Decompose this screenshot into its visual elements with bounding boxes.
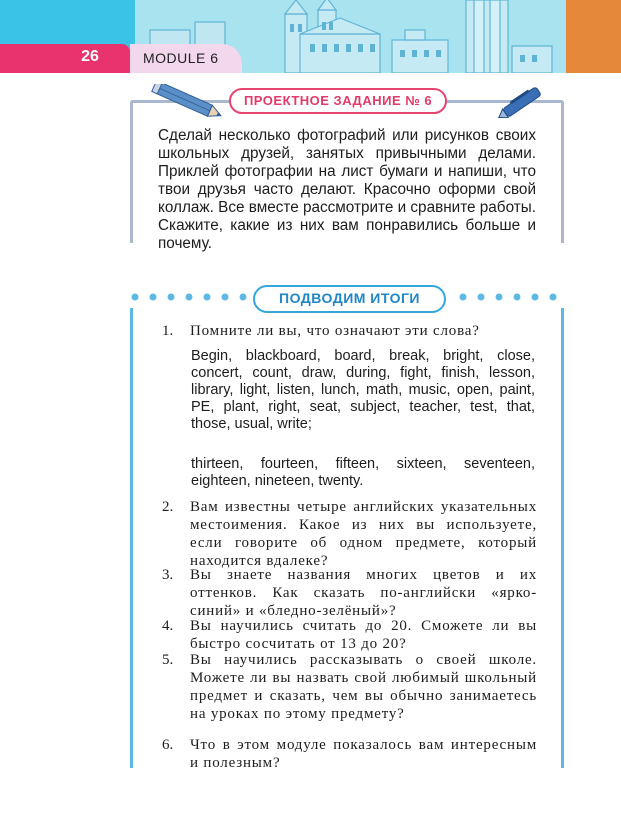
dotted-line-left [130,292,250,302]
pencil-icon [148,84,228,118]
project-task-title: ПРОЕКТНОЕ ЗАДАНИЕ № 6 [243,93,433,108]
project-task-paragraph: Сделай несколько фотографий или рисунков своих школьных друзей, занятых привычными делами. Приклей фотографии на лист бумаги и напиши, что твои друзья часто делают. Красочно оформи свой коллаж. Все вместе рассмотрите и сравните работы. Скажите, какие из них вам понравились больше и почему. [158,127,536,252]
number-words-list: thirteen, fourteen, fifteen, sixteen, seventeen, eighteen, nineteen, twenty. [191,456,535,489]
question-text: Что в этом модуле показалось вам интересным и полезным? [190,737,537,771]
page-number: 26 [81,48,99,65]
question-number: 5. [162,652,174,668]
question-text: Вам известны четыре английских указательных местоимения. Какое из них вы используете, если говорите об одном предмете, который находится вдалеке? [190,499,537,569]
pen-icon [492,82,552,122]
module-label: MODULE 6 [143,50,219,66]
vocabulary-list: Begin, blackboard, board, break, bright, close, concert, count, draw, during, fight, finish, lesson, library, light, listen, lunch, math, music, open, paint, PE, plant, right, seat, subject, teacher, test, that, those, usual, write; [191,348,535,432]
question-text: Вы научились считать до 20. Сможете ли вы быстро сосчитать от 13 до 20? [190,618,537,652]
summary-title: ПОДВОДИМ ИТОГИ [279,290,420,306]
project-task-title-pill [229,88,447,114]
question-text: Вы знаете названия многих цветов и их оттенков. Как сказать по-английски «ярко-синий» и «бледно-зелёный»? [190,567,537,619]
question-text: Вы научились рассказывать о своей школе. Можете ли вы назвать свой любимый школьный предмет и сказать, чем вы обычно занимаетесь на уроках по этому предмету? [190,652,537,722]
question-number: 2. [162,499,174,515]
summary-title-pill [253,285,446,313]
question-text: Помните ли вы, что означают эти слова? [190,323,480,339]
question-number: 3. [162,567,174,583]
project-task-text [158,127,536,253]
page-number-tab [0,44,130,73]
question-number: 1. [162,323,174,339]
question-number: 6. [162,737,174,753]
dotted-line-right [458,292,568,302]
question-number: 4. [162,618,174,634]
header-orange-block [566,0,621,73]
